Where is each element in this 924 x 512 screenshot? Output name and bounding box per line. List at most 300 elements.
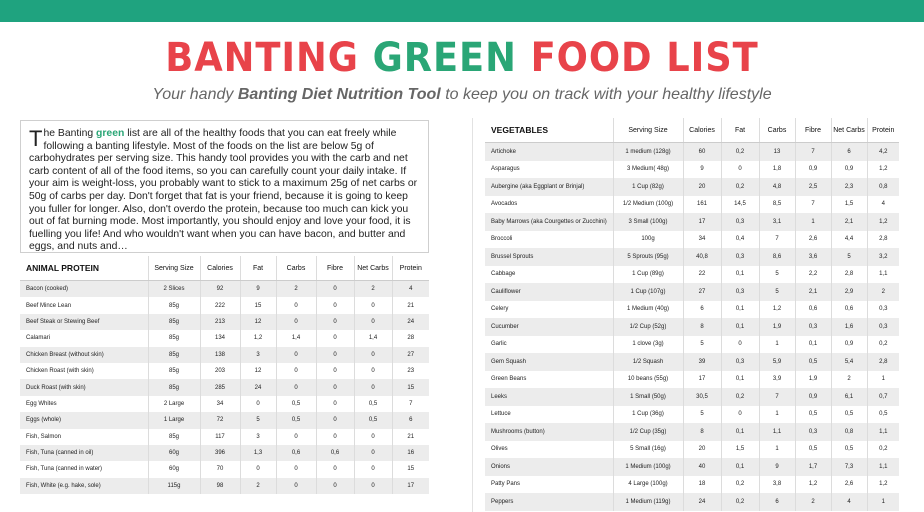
value-cell: 14,5 — [721, 196, 759, 214]
value-cell: 0 — [354, 478, 392, 494]
value-cell: 3 — [240, 429, 276, 445]
value-cell: 0 — [276, 347, 316, 363]
value-cell: 24 — [240, 379, 276, 395]
value-cell: 2,5 — [795, 178, 831, 196]
value-cell: 4,4 — [831, 231, 867, 249]
value-cell: 2 — [795, 493, 831, 511]
value-cell: 1 clove (3g) — [613, 336, 683, 354]
value-cell: 0 — [354, 429, 392, 445]
value-cell: 0,2 — [721, 493, 759, 511]
value-cell: 1,9 — [795, 371, 831, 389]
value-cell: 7 — [759, 388, 795, 406]
value-cell: 0,6 — [316, 445, 354, 461]
intro-green-word: green — [96, 128, 125, 139]
food-name-cell: Cabbage — [485, 266, 613, 284]
table-row — [485, 231, 899, 249]
value-cell: 17 — [683, 213, 721, 231]
column-header: Fat — [240, 256, 276, 281]
value-cell: 0,5 — [831, 406, 867, 424]
value-cell: 2 Slices — [148, 281, 200, 298]
value-cell: 0 — [316, 314, 354, 330]
food-name-cell: Beef Steak or Stewing Beef — [20, 314, 148, 330]
value-cell: 0 — [354, 297, 392, 313]
column-header: Net Carbs — [354, 256, 392, 281]
value-cell: 6 — [683, 301, 721, 319]
value-cell: 0,1 — [721, 423, 759, 441]
value-cell: 0,1 — [721, 318, 759, 336]
value-cell: 0 — [316, 396, 354, 412]
value-cell: 0 — [276, 379, 316, 395]
value-cell: 0 — [316, 412, 354, 428]
value-cell: 1,1 — [867, 423, 899, 441]
value-cell: 2,3 — [831, 178, 867, 196]
value-cell: 1 — [759, 336, 795, 354]
veg-category-heading: VEGETABLES — [485, 118, 613, 143]
value-cell: 4 — [831, 493, 867, 511]
value-cell: 0 — [316, 461, 354, 477]
value-cell: 60 — [683, 143, 721, 161]
food-name-cell: Chicken Roast (with skin) — [20, 363, 148, 379]
value-cell: 0 — [276, 461, 316, 477]
value-cell: 1/2 Cup (52g) — [613, 318, 683, 336]
value-cell: 134 — [200, 330, 240, 346]
value-cell: 2 — [867, 283, 899, 301]
table-row — [20, 314, 429, 330]
intro-text-box — [20, 120, 429, 253]
food-name-cell: Fish, Salmon — [20, 429, 148, 445]
food-name-cell: Chicken Breast (without skin) — [20, 347, 148, 363]
table-row — [485, 388, 899, 406]
value-cell: 6 — [831, 143, 867, 161]
value-cell: 138 — [200, 347, 240, 363]
value-cell: 0,3 — [721, 248, 759, 266]
value-cell: 7 — [795, 143, 831, 161]
value-cell: 0,3 — [721, 213, 759, 231]
value-cell: 15 — [240, 297, 276, 313]
value-cell: 1 Cup (107g) — [613, 283, 683, 301]
value-cell: 3,8 — [759, 476, 795, 494]
value-cell: 5 — [831, 248, 867, 266]
food-name-cell: Eggs (whole) — [20, 412, 148, 428]
value-cell: 0,6 — [795, 301, 831, 319]
food-name-cell: Patty Pans — [485, 476, 613, 494]
title-part-food-list: FOOD LIST — [530, 35, 759, 81]
value-cell: 0,5 — [354, 396, 392, 412]
value-cell: 3,9 — [759, 371, 795, 389]
value-cell: 9 — [683, 161, 721, 179]
food-name-cell: Egg Whites — [20, 396, 148, 412]
value-cell: 0,3 — [867, 301, 899, 319]
food-name-cell: Fish, Tuna (canned in oil) — [20, 445, 148, 461]
value-cell: 213 — [200, 314, 240, 330]
table-row — [485, 161, 899, 179]
value-cell: 0,2 — [721, 388, 759, 406]
value-cell: 4 Large (100g) — [613, 476, 683, 494]
value-cell: 5 Sprouts (95g) — [613, 248, 683, 266]
value-cell: 24 — [683, 493, 721, 511]
value-cell: 98 — [200, 478, 240, 494]
food-name-cell: Bacon (cooked) — [20, 281, 148, 298]
value-cell: 85g — [148, 297, 200, 313]
food-name-cell: Cauliflower — [485, 283, 613, 301]
value-cell: 27 — [392, 347, 429, 363]
intro-dropcap: T — [29, 126, 43, 151]
value-cell: 0 — [316, 347, 354, 363]
value-cell: 0,9 — [795, 161, 831, 179]
value-cell: 0,6 — [831, 301, 867, 319]
table-row — [20, 281, 429, 298]
value-cell: 3,6 — [795, 248, 831, 266]
food-name-cell: Aubergine (aka Eggplant or Brinjal) — [485, 178, 613, 196]
title-part-green: GREEN — [372, 35, 517, 81]
value-cell: 2,1 — [795, 283, 831, 301]
value-cell: 0 — [240, 396, 276, 412]
subtitle-post: to keep you on track with your healthy lifestyle — [440, 86, 772, 103]
value-cell: 3,1 — [759, 213, 795, 231]
page-subtitle — [0, 86, 924, 104]
value-cell: 2 Large — [148, 396, 200, 412]
value-cell: 1 Large — [148, 412, 200, 428]
value-cell: 0,5 — [795, 353, 831, 371]
value-cell: 0 — [276, 363, 316, 379]
table-row — [20, 429, 429, 445]
column-header: Fat — [721, 118, 759, 143]
value-cell: 0,2 — [721, 143, 759, 161]
value-cell: 18 — [683, 476, 721, 494]
value-cell: 0 — [276, 314, 316, 330]
value-cell: 285 — [200, 379, 240, 395]
table-row — [20, 445, 429, 461]
value-cell: 40 — [683, 458, 721, 476]
food-name-cell: Onions — [485, 458, 613, 476]
value-cell: 5 — [240, 412, 276, 428]
value-cell: 0 — [316, 363, 354, 379]
value-cell: 0,2 — [867, 441, 899, 459]
value-cell: 0,5 — [354, 412, 392, 428]
top-accent-bar — [0, 0, 924, 22]
food-name-cell: Garlic — [485, 336, 613, 354]
table-row — [485, 458, 899, 476]
table-row — [20, 297, 429, 313]
value-cell: 70 — [200, 461, 240, 477]
value-cell: 39 — [683, 353, 721, 371]
food-name-cell: Lettuce — [485, 406, 613, 424]
food-name-cell: Baby Marrows (aka Courgettes or Zucchini) — [485, 213, 613, 231]
value-cell: 21 — [392, 429, 429, 445]
value-cell: 1,1 — [759, 423, 795, 441]
value-cell: 2 — [240, 478, 276, 494]
food-name-cell: Gem Squash — [485, 353, 613, 371]
value-cell: 1,9 — [759, 318, 795, 336]
value-cell: 1,2 — [867, 476, 899, 494]
value-cell: 0 — [354, 379, 392, 395]
value-cell: 2,1 — [831, 213, 867, 231]
food-name-cell: Duck Roast (with skin) — [20, 379, 148, 395]
table-row — [485, 493, 899, 511]
value-cell: 0 — [276, 297, 316, 313]
value-cell: 7 — [392, 396, 429, 412]
value-cell: 22 — [683, 266, 721, 284]
food-name-cell: Artichoke — [485, 143, 613, 161]
food-name-cell: Green Beans — [485, 371, 613, 389]
value-cell: 5,9 — [759, 353, 795, 371]
table-row — [485, 196, 899, 214]
value-cell: 1/2 Squash — [613, 353, 683, 371]
column-header: Protein — [392, 256, 429, 281]
intro-body: list are all of the healthy foods that you can eat freely while following a banting lifestyle. Most of the foods on the list are below 5g of carbohydrates per serving size. This handy tool provides you with the carb and net carb content of all of the food items, so you can carefully count your daily intake. If your aim is weight-loss, you probably want to stick to a maximum 25g of net carbs or 50g of carbs per day. Don't forget that fat is your friend, because it is going to keep you fuller for longer. Also, don't overdo the protein, because too much can kick you out of fat burning mode. Most importantly, you should enjoy and love your food, it is fuelling you life! And who wouldn't want when you can have bacon, and butter and eggs, and nuts and… — [29, 128, 418, 253]
table-row — [485, 301, 899, 319]
animal-table-header — [20, 256, 429, 281]
value-cell: 0,2 — [721, 476, 759, 494]
value-cell: 0,9 — [795, 388, 831, 406]
value-cell: 117 — [200, 429, 240, 445]
value-cell: 6 — [392, 412, 429, 428]
value-cell: 2,2 — [795, 266, 831, 284]
value-cell: 1 Cup (89g) — [613, 266, 683, 284]
value-cell: 28 — [392, 330, 429, 346]
table-row — [485, 178, 899, 196]
value-cell: 10 beans (55g) — [613, 371, 683, 389]
value-cell: 0,2 — [867, 336, 899, 354]
value-cell: 0,5 — [867, 406, 899, 424]
value-cell: 0,9 — [831, 336, 867, 354]
value-cell: 100g — [613, 231, 683, 249]
table-row — [485, 318, 899, 336]
food-name-cell: Beef Mince Lean — [20, 297, 148, 313]
value-cell: 0 — [316, 379, 354, 395]
value-cell: 0,5 — [276, 396, 316, 412]
value-cell: 34 — [200, 396, 240, 412]
value-cell: 60g — [148, 461, 200, 477]
page-title — [37, 34, 887, 82]
value-cell: 0,3 — [867, 318, 899, 336]
value-cell: 161 — [683, 196, 721, 214]
value-cell: 4,2 — [867, 143, 899, 161]
veg-table-header — [485, 118, 899, 143]
value-cell: 30,5 — [683, 388, 721, 406]
table-row — [485, 213, 899, 231]
value-cell: 12 — [240, 314, 276, 330]
value-cell: 5 Small (16g) — [613, 441, 683, 459]
value-cell: 9 — [240, 281, 276, 298]
column-header: Calories — [683, 118, 721, 143]
value-cell: 1,4 — [354, 330, 392, 346]
value-cell: 85g — [148, 429, 200, 445]
value-cell: 1 — [867, 371, 899, 389]
food-name-cell: Brussel Sprouts — [485, 248, 613, 266]
value-cell: 0 — [354, 314, 392, 330]
table-row — [485, 476, 899, 494]
value-cell: 5 — [759, 283, 795, 301]
value-cell: 1 — [759, 441, 795, 459]
value-cell: 0,8 — [867, 178, 899, 196]
value-cell: 1,4 — [276, 330, 316, 346]
value-cell: 0,3 — [795, 318, 831, 336]
food-name-cell: Olives — [485, 441, 613, 459]
value-cell: 13 — [759, 143, 795, 161]
value-cell: 0 — [316, 429, 354, 445]
value-cell: 6 — [759, 493, 795, 511]
value-cell: 0,7 — [867, 388, 899, 406]
intro-pre: he Banting — [43, 128, 97, 139]
value-cell: 6,1 — [831, 388, 867, 406]
value-cell: 1 Small (50g) — [613, 388, 683, 406]
food-name-cell: Calamari — [20, 330, 148, 346]
value-cell: 0,5 — [795, 406, 831, 424]
value-cell: 1,2 — [867, 161, 899, 179]
value-cell: 1 — [759, 406, 795, 424]
value-cell: 15 — [392, 379, 429, 395]
value-cell: 2,6 — [795, 231, 831, 249]
column-divider — [472, 118, 473, 512]
value-cell: 2 — [276, 281, 316, 298]
value-cell: 0,8 — [831, 423, 867, 441]
value-cell: 20 — [683, 441, 721, 459]
value-cell: 0 — [316, 281, 354, 298]
value-cell: 0,1 — [721, 458, 759, 476]
value-cell: 0,1 — [721, 301, 759, 319]
value-cell: 1,6 — [831, 318, 867, 336]
value-cell: 1,5 — [721, 441, 759, 459]
value-cell: 0,1 — [795, 336, 831, 354]
value-cell: 0,5 — [831, 441, 867, 459]
value-cell: 2,8 — [867, 353, 899, 371]
table-row — [485, 248, 899, 266]
food-name-cell: Fish, White (e.g. hake, sole) — [20, 478, 148, 494]
table-row — [20, 330, 429, 346]
table-row — [485, 371, 899, 389]
table-row — [20, 478, 429, 494]
food-name-cell: Leeks — [485, 388, 613, 406]
value-cell: 85g — [148, 379, 200, 395]
value-cell: 0 — [316, 330, 354, 346]
value-cell: 222 — [200, 297, 240, 313]
value-cell: 12 — [240, 363, 276, 379]
table-row — [20, 412, 429, 428]
table-row — [485, 266, 899, 284]
value-cell: 2 — [354, 281, 392, 298]
value-cell: 2 — [831, 371, 867, 389]
value-cell: 16 — [392, 445, 429, 461]
value-cell: 8,6 — [759, 248, 795, 266]
table-row — [485, 423, 899, 441]
subtitle-bold: Banting Diet Nutrition Tool — [237, 86, 441, 103]
table-row — [20, 363, 429, 379]
value-cell: 0,2 — [721, 178, 759, 196]
value-cell: 0,3 — [795, 423, 831, 441]
table-row — [485, 441, 899, 459]
value-cell: 2,9 — [831, 283, 867, 301]
value-cell: 23 — [392, 363, 429, 379]
value-cell: 20 — [683, 178, 721, 196]
value-cell: 0 — [316, 297, 354, 313]
value-cell: 85g — [148, 363, 200, 379]
value-cell: 40,8 — [683, 248, 721, 266]
value-cell: 0 — [240, 461, 276, 477]
column-header: Serving Size — [148, 256, 200, 281]
value-cell: 1,7 — [795, 458, 831, 476]
value-cell: 4 — [867, 196, 899, 214]
value-cell: 60g — [148, 445, 200, 461]
food-name-cell: Cucumber — [485, 318, 613, 336]
value-cell: 85g — [148, 347, 200, 363]
table-row — [485, 406, 899, 424]
value-cell: 3 Medium( 48g) — [613, 161, 683, 179]
column-header: Carbs — [759, 118, 795, 143]
value-cell: 4 — [392, 281, 429, 298]
table-row — [485, 283, 899, 301]
value-cell: 0,3 — [721, 353, 759, 371]
value-cell: 34 — [683, 231, 721, 249]
value-cell: 0 — [354, 461, 392, 477]
column-header: Fibre — [795, 118, 831, 143]
value-cell: 1/2 Medium (100g) — [613, 196, 683, 214]
value-cell: 115g — [148, 478, 200, 494]
value-cell: 1,3 — [240, 445, 276, 461]
value-cell: 2,8 — [867, 231, 899, 249]
value-cell: 0 — [276, 478, 316, 494]
title-part-banting: BANTING — [165, 35, 359, 81]
value-cell: 0,1 — [721, 371, 759, 389]
value-cell: 15 — [392, 461, 429, 477]
value-cell: 1,2 — [795, 476, 831, 494]
value-cell: 21 — [392, 297, 429, 313]
value-cell: 1 Cup (82g) — [613, 178, 683, 196]
value-cell: 7,3 — [831, 458, 867, 476]
vegetables-table — [485, 118, 899, 511]
value-cell: 8,5 — [759, 196, 795, 214]
food-name-cell: Avocados — [485, 196, 613, 214]
food-name-cell: Fish, Tuna (canned in water) — [20, 461, 148, 477]
value-cell: 92 — [200, 281, 240, 298]
value-cell: 9 — [759, 458, 795, 476]
value-cell: 7 — [759, 231, 795, 249]
value-cell: 2,8 — [831, 266, 867, 284]
value-cell: 0,1 — [721, 266, 759, 284]
animal-protein-table — [20, 256, 429, 494]
value-cell: 5 — [683, 406, 721, 424]
table-row — [20, 461, 429, 477]
value-cell: 85g — [148, 314, 200, 330]
table-row — [485, 353, 899, 371]
value-cell: 0,6 — [276, 445, 316, 461]
column-header: Serving Size — [613, 118, 683, 143]
food-name-cell: Asparagus — [485, 161, 613, 179]
value-cell: 1,1 — [867, 266, 899, 284]
table-row — [20, 396, 429, 412]
animal-category-heading: ANIMAL PROTEIN — [20, 256, 148, 281]
table-row — [20, 379, 429, 395]
value-cell: 0 — [354, 363, 392, 379]
value-cell: 27 — [683, 283, 721, 301]
value-cell: 72 — [200, 412, 240, 428]
value-cell: 1 — [795, 213, 831, 231]
value-cell: 1 medium (128g) — [613, 143, 683, 161]
value-cell: 0,4 — [721, 231, 759, 249]
value-cell: 3 Small (100g) — [613, 213, 683, 231]
value-cell: 0,5 — [795, 441, 831, 459]
value-cell: 0 — [721, 336, 759, 354]
value-cell: 0 — [316, 478, 354, 494]
value-cell: 0,9 — [831, 161, 867, 179]
column-header: Protein — [867, 118, 899, 143]
value-cell: 1 Cup (36g) — [613, 406, 683, 424]
column-header: Fibre — [316, 256, 354, 281]
column-header: Net Carbs — [831, 118, 867, 143]
value-cell: 396 — [200, 445, 240, 461]
value-cell: 17 — [683, 371, 721, 389]
value-cell: 0 — [354, 347, 392, 363]
